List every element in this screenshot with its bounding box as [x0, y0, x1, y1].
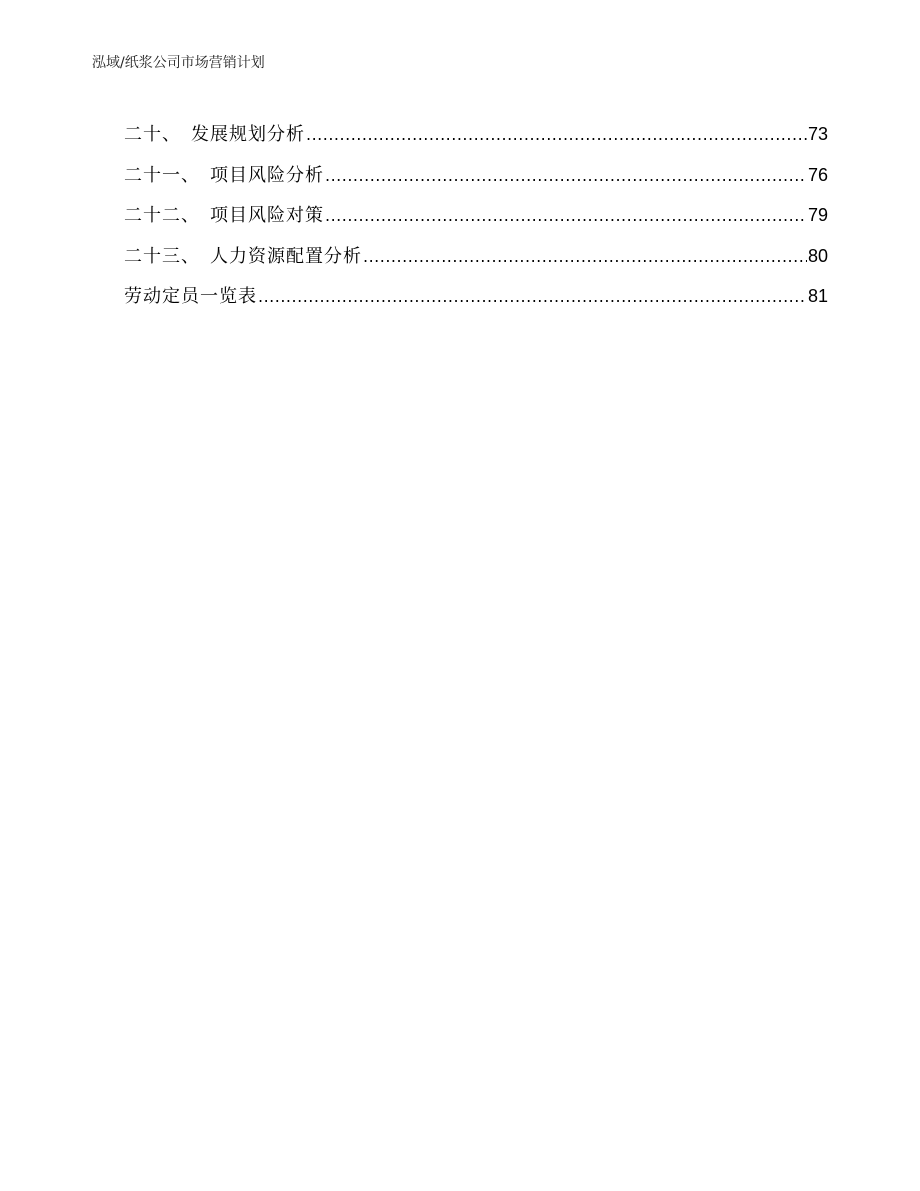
toc-dot-leader — [306, 120, 807, 150]
toc-entry-label — [124, 242, 362, 272]
toc-entry-page: 73 — [807, 124, 828, 144]
toc-entry-title: 人力资源配置分析 — [210, 245, 362, 267]
toc-entry-title: 发展规划分析 — [191, 124, 305, 145]
toc-entry-number: 二十二、 — [124, 205, 200, 226]
toc-entry-label — [124, 282, 257, 312]
toc-entry[interactable] — [124, 281, 828, 322]
table-of-contents — [124, 119, 828, 322]
toc-entry-number: 二十一、 — [124, 164, 200, 186]
toc-entry-label — [124, 120, 305, 150]
toc-entry-label — [124, 201, 324, 231]
toc-entry[interactable] — [124, 160, 828, 201]
toc-entry[interactable] — [124, 200, 828, 241]
toc-entry-title: 项目风险对策 — [210, 205, 324, 226]
toc-entry-number: 二十三、 — [124, 245, 200, 267]
toc-entry-page: 80 — [807, 245, 828, 266]
toc-entry[interactable] — [124, 119, 828, 160]
toc-dot-leader — [258, 282, 807, 312]
toc-entry-page: 76 — [807, 164, 828, 185]
toc-entry-page: 81 — [807, 286, 828, 306]
toc-entry-number: 二十、 — [124, 124, 181, 145]
toc-entry-label — [124, 161, 324, 191]
toc-dot-leader — [325, 161, 807, 191]
toc-entry-title: 项目风险分析 — [210, 164, 324, 186]
toc-entry-title: 劳动定员一览表 — [124, 286, 257, 307]
toc-entry[interactable] — [124, 241, 828, 282]
running-header: 泓域/纸浆公司市场营销计划 — [92, 55, 265, 71]
toc-dot-leader — [363, 242, 807, 272]
toc-dot-leader — [325, 201, 807, 231]
toc-entry-page: 79 — [807, 205, 828, 225]
